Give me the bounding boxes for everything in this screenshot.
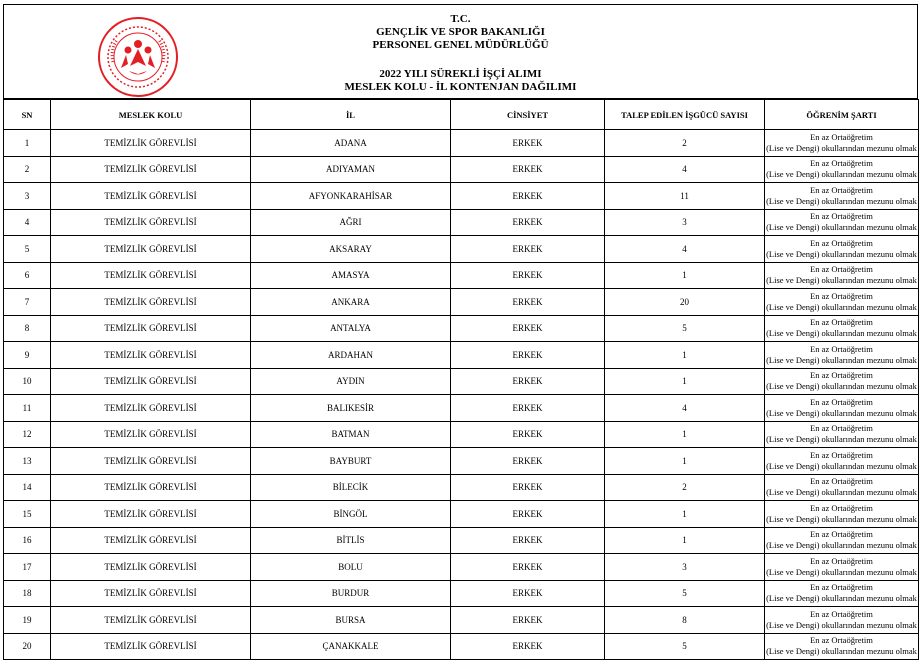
cell-sn: 9 <box>4 342 51 369</box>
cell-sn: 16 <box>4 527 51 554</box>
cell-occupation: TEMİZLİK GÖREVLİSİ <box>51 183 251 210</box>
table-row <box>4 368 919 395</box>
education-line-2: (Lise ve Dengi) okullarından mezunu olmak <box>766 434 917 445</box>
cell-workforce-count: 5 <box>605 315 765 342</box>
table-row <box>4 262 919 289</box>
education-line-1: En az Ortaöğretim <box>810 211 873 222</box>
column-header-occupation: MESLEK KOLU <box>51 100 251 130</box>
column-header-sn: SN <box>4 100 51 130</box>
cell-education <box>765 633 919 660</box>
cell-province: BURSA <box>251 607 451 634</box>
education-line-2: (Lise ve Dengi) okullarından mezunu olmak <box>766 328 917 339</box>
table-row <box>4 236 919 263</box>
cell-gender: ERKEK <box>451 607 605 634</box>
education-line-2: (Lise ve Dengi) okullarından mezunu olmak <box>766 487 917 498</box>
column-header-workforce-count: TALEP EDİLEN İŞGÜCÜ SAYISI <box>605 100 765 130</box>
cell-gender: ERKEK <box>451 395 605 422</box>
table-row <box>4 421 919 448</box>
table-row <box>4 501 919 528</box>
education-line-1: En az Ortaöğretim <box>810 502 873 513</box>
cell-sn: 13 <box>4 448 51 475</box>
cell-gender: ERKEK <box>451 130 605 157</box>
cell-occupation: TEMİZLİK GÖREVLİSİ <box>51 262 251 289</box>
cell-education <box>765 607 919 634</box>
cell-education <box>765 448 919 475</box>
cell-province: ANKARA <box>251 289 451 316</box>
education-line-1: En az Ortaöğretim <box>810 290 873 301</box>
cell-gender: ERKEK <box>451 474 605 501</box>
cell-gender: ERKEK <box>451 501 605 528</box>
education-line-2: (Lise ve Dengi) okullarından mezunu olmak <box>766 566 917 577</box>
education-line-1: En az Ortaöğretim <box>810 370 873 381</box>
education-line-2: (Lise ve Dengi) okullarından mezunu olmak <box>766 646 917 657</box>
table-row <box>4 315 919 342</box>
table-row <box>4 209 919 236</box>
cell-gender: ERKEK <box>451 209 605 236</box>
cell-province: AMASYA <box>251 262 451 289</box>
table-row <box>4 474 919 501</box>
cell-sn: 2 <box>4 156 51 183</box>
table-row <box>4 554 919 581</box>
education-line-1: En az Ortaöğretim <box>810 476 873 487</box>
cell-province: ÇANAKKALE <box>251 633 451 660</box>
cell-sn: 10 <box>4 368 51 395</box>
cell-gender: ERKEK <box>451 289 605 316</box>
cell-occupation: TEMİZLİK GÖREVLİSİ <box>51 315 251 342</box>
cell-education <box>765 421 919 448</box>
education-line-1: En az Ortaöğretim <box>810 396 873 407</box>
education-line-2: (Lise ve Dengi) okullarından mezunu olmak <box>766 301 917 312</box>
cell-education <box>765 342 919 369</box>
education-line-1: En az Ortaöğretim <box>810 608 873 619</box>
cell-province: BALIKESİR <box>251 395 451 422</box>
cell-gender: ERKEK <box>451 421 605 448</box>
cell-occupation: TEMİZLİK GÖREVLİSİ <box>51 368 251 395</box>
cell-province: BİLECİK <box>251 474 451 501</box>
cell-education <box>765 156 919 183</box>
quota-table <box>3 99 919 660</box>
cell-occupation: TEMİZLİK GÖREVLİSİ <box>51 580 251 607</box>
cell-province: ADANA <box>251 130 451 157</box>
cell-occupation: TEMİZLİK GÖREVLİSİ <box>51 607 251 634</box>
table-row <box>4 156 919 183</box>
cell-education <box>765 368 919 395</box>
column-header-province: İL <box>251 100 451 130</box>
education-line-1: En az Ortaöğretim <box>810 555 873 566</box>
cell-workforce-count: 1 <box>605 501 765 528</box>
cell-province: AĞRI <box>251 209 451 236</box>
cell-education <box>765 183 919 210</box>
cell-occupation: TEMİZLİK GÖREVLİSİ <box>51 236 251 263</box>
header-tc: T.C. <box>450 13 471 25</box>
cell-education <box>765 130 919 157</box>
cell-workforce-count: 5 <box>605 633 765 660</box>
cell-gender: ERKEK <box>451 527 605 554</box>
cell-province: AFYONKARAHİSAR <box>251 183 451 210</box>
table-row <box>4 342 919 369</box>
cell-gender: ERKEK <box>451 554 605 581</box>
cell-province: BOLU <box>251 554 451 581</box>
cell-education <box>765 554 919 581</box>
cell-workforce-count: 1 <box>605 421 765 448</box>
cell-occupation: TEMİZLİK GÖREVLİSİ <box>51 130 251 157</box>
cell-sn: 17 <box>4 554 51 581</box>
table-row <box>4 289 919 316</box>
document-header <box>3 4 918 99</box>
cell-workforce-count: 4 <box>605 236 765 263</box>
education-line-1: En az Ortaöğretim <box>810 184 873 195</box>
education-line-2: (Lise ve Dengi) okullarından mezunu olmak <box>766 460 917 471</box>
cell-education <box>765 395 919 422</box>
education-line-1: En az Ortaöğretim <box>810 582 873 593</box>
cell-workforce-count: 4 <box>605 395 765 422</box>
cell-gender: ERKEK <box>451 448 605 475</box>
cell-occupation: TEMİZLİK GÖREVLİSİ <box>51 156 251 183</box>
cell-sn: 12 <box>4 421 51 448</box>
education-line-2: (Lise ve Dengi) okullarından mezunu olmak <box>766 248 917 259</box>
cell-sn: 6 <box>4 262 51 289</box>
cell-gender: ERKEK <box>451 156 605 183</box>
cell-occupation: TEMİZLİK GÖREVLİSİ <box>51 209 251 236</box>
table-row <box>4 395 919 422</box>
cell-sn: 20 <box>4 633 51 660</box>
cell-workforce-count: 3 <box>605 209 765 236</box>
cell-education <box>765 474 919 501</box>
cell-education <box>765 236 919 263</box>
education-line-2: (Lise ve Dengi) okullarından mezunu olmak <box>766 169 917 180</box>
cell-workforce-count: 11 <box>605 183 765 210</box>
cell-occupation: TEMİZLİK GÖREVLİSİ <box>51 474 251 501</box>
cell-gender: ERKEK <box>451 368 605 395</box>
education-line-1: En az Ortaöğretim <box>810 635 873 646</box>
cell-sn: 1 <box>4 130 51 157</box>
header-ministry: GENÇLİK VE SPOR BAKANLIĞI <box>376 26 545 38</box>
cell-gender: ERKEK <box>451 262 605 289</box>
cell-education <box>765 501 919 528</box>
cell-gender: ERKEK <box>451 236 605 263</box>
cell-province: AYDIN <box>251 368 451 395</box>
cell-occupation: TEMİZLİK GÖREVLİSİ <box>51 342 251 369</box>
cell-province: BURDUR <box>251 580 451 607</box>
cell-education <box>765 315 919 342</box>
cell-sn: 14 <box>4 474 51 501</box>
header-title-block <box>4 68 917 94</box>
cell-workforce-count: 8 <box>605 607 765 634</box>
education-line-2: (Lise ve Dengi) okullarından mezunu olmak <box>766 354 917 365</box>
cell-province: BATMAN <box>251 421 451 448</box>
cell-workforce-count: 1 <box>605 342 765 369</box>
cell-workforce-count: 20 <box>605 289 765 316</box>
table-row <box>4 527 919 554</box>
cell-occupation: TEMİZLİK GÖREVLİSİ <box>51 289 251 316</box>
education-line-1: En az Ortaöğretim <box>810 237 873 248</box>
column-header-gender: CİNSİYET <box>451 100 605 130</box>
cell-gender: ERKEK <box>451 183 605 210</box>
cell-province: AKSARAY <box>251 236 451 263</box>
cell-education <box>765 527 919 554</box>
cell-occupation: TEMİZLİK GÖREVLİSİ <box>51 395 251 422</box>
cell-occupation: TEMİZLİK GÖREVLİSİ <box>51 448 251 475</box>
cell-gender: ERKEK <box>451 342 605 369</box>
cell-province: BAYBURT <box>251 448 451 475</box>
cell-occupation: TEMİZLİK GÖREVLİSİ <box>51 554 251 581</box>
education-line-1: En az Ortaöğretim <box>810 264 873 275</box>
header-title: 2022 YILI SÜREKLİ İŞÇİ ALIMI <box>379 68 542 80</box>
document-sheet <box>3 4 918 663</box>
header-subtitle: MESLEK KOLU - İL KONTENJAN DAĞILIMI <box>344 81 577 93</box>
table-body <box>4 130 919 660</box>
education-line-2: (Lise ve Dengi) okullarından mezunu olmak <box>766 381 917 392</box>
cell-occupation: TEMİZLİK GÖREVLİSİ <box>51 527 251 554</box>
column-header-education: ÖĞRENİM ŞARTI <box>765 100 919 130</box>
education-line-1: En az Ortaöğretim <box>810 158 873 169</box>
table-row <box>4 607 919 634</box>
cell-education <box>765 580 919 607</box>
cell-occupation: TEMİZLİK GÖREVLİSİ <box>51 421 251 448</box>
education-line-2: (Lise ve Dengi) okullarından mezunu olmak <box>766 222 917 233</box>
cell-province: BİNGÖL <box>251 501 451 528</box>
cell-sn: 11 <box>4 395 51 422</box>
cell-occupation: TEMİZLİK GÖREVLİSİ <box>51 633 251 660</box>
cell-province: ANTALYA <box>251 315 451 342</box>
cell-occupation: TEMİZLİK GÖREVLİSİ <box>51 501 251 528</box>
cell-workforce-count: 4 <box>605 156 765 183</box>
cell-sn: 19 <box>4 607 51 634</box>
education-line-1: En az Ortaöğretim <box>810 423 873 434</box>
cell-education <box>765 262 919 289</box>
cell-sn: 18 <box>4 580 51 607</box>
cell-workforce-count: 1 <box>605 448 765 475</box>
table-row <box>4 633 919 660</box>
header-ministry-block <box>4 13 917 52</box>
cell-workforce-count: 1 <box>605 262 765 289</box>
education-line-2: (Lise ve Dengi) okullarından mezunu olmak <box>766 195 917 206</box>
education-line-1: En az Ortaöğretim <box>810 449 873 460</box>
cell-workforce-count: 1 <box>605 368 765 395</box>
education-line-1: En az Ortaöğretim <box>810 131 873 142</box>
cell-gender: ERKEK <box>451 315 605 342</box>
cell-province: BİTLİS <box>251 527 451 554</box>
education-line-1: En az Ortaöğretim <box>810 317 873 328</box>
cell-province: ARDAHAN <box>251 342 451 369</box>
education-line-2: (Lise ve Dengi) okullarından mezunu olmak <box>766 407 917 418</box>
cell-sn: 4 <box>4 209 51 236</box>
education-line-2: (Lise ve Dengi) okullarından mezunu olmak <box>766 513 917 524</box>
cell-sn: 3 <box>4 183 51 210</box>
education-line-2: (Lise ve Dengi) okullarından mezunu olmak <box>766 619 917 630</box>
cell-workforce-count: 1 <box>605 527 765 554</box>
education-line-2: (Lise ve Dengi) okullarından mezunu olmak <box>766 540 917 551</box>
cell-sn: 15 <box>4 501 51 528</box>
table-row <box>4 130 919 157</box>
cell-sn: 7 <box>4 289 51 316</box>
cell-gender: ERKEK <box>451 580 605 607</box>
cell-education <box>765 289 919 316</box>
cell-province: ADIYAMAN <box>251 156 451 183</box>
table-row <box>4 448 919 475</box>
cell-education <box>765 209 919 236</box>
cell-sn: 8 <box>4 315 51 342</box>
education-line-1: En az Ortaöğretim <box>810 343 873 354</box>
cell-workforce-count: 3 <box>605 554 765 581</box>
education-line-1: En az Ortaöğretim <box>810 529 873 540</box>
cell-workforce-count: 2 <box>605 474 765 501</box>
table-row <box>4 183 919 210</box>
cell-workforce-count: 2 <box>605 130 765 157</box>
education-line-2: (Lise ve Dengi) okullarından mezunu olmak <box>766 593 917 604</box>
cell-workforce-count: 5 <box>605 580 765 607</box>
table-header-row <box>4 100 919 130</box>
education-line-2: (Lise ve Dengi) okullarından mezunu olmak <box>766 142 917 153</box>
cell-gender: ERKEK <box>451 633 605 660</box>
header-directorate: PERSONEL GENEL MÜDÜRLÜĞÜ <box>372 39 549 51</box>
table-row <box>4 580 919 607</box>
cell-sn: 5 <box>4 236 51 263</box>
education-line-2: (Lise ve Dengi) okullarından mezunu olmak <box>766 275 917 286</box>
